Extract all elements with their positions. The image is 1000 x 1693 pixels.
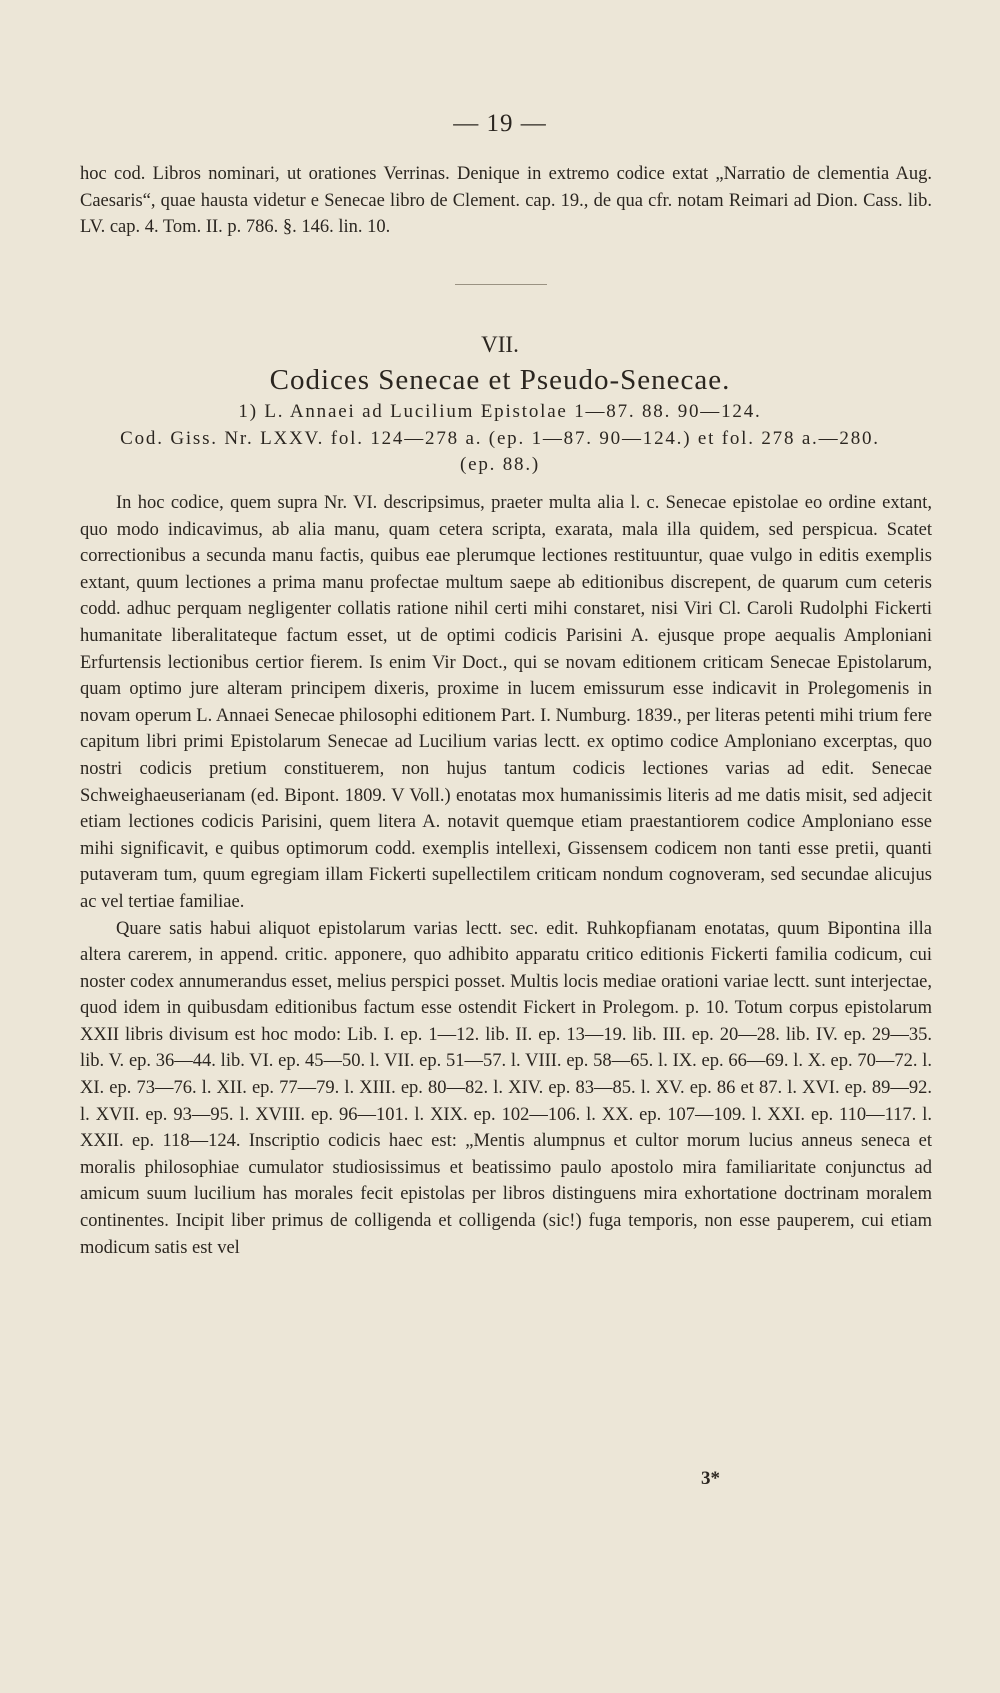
- body-text: [80, 490, 932, 1261]
- subtitle-line-2: Cod. Giss. Nr. LXXV. fol. 124—278 a. (ep. 1—87. 90—124.) et fol. 278 a.—280.: [120, 428, 880, 449]
- section-title: Codices Senecae et Pseudo-Senecae.: [269, 364, 731, 396]
- paragraph-1: In hoc codice, quem supra Nr. VI. descripsimus, praeter multa alia l. c. Senecae epistolae eo ordine extant, quo modo indicavimus, ab alia manu, quam cetera scripta, exarata, mala illa quidem, sed perspicua. Scatet correctionibus a secunda manu factis, quibus eae plerumque lectiones restituuntur, quae vulgo in editis exemplis extant, quum lectiones a prima manu profectae multum saepe ab editionibus discrepent, de quarum cum ceteris codd. adhuc perquam negligenter collatis ratione nihil certi mihi constaret, nisi Viri Cl. Caroli Rudolphi Fickerti humanitate liberalitateque factum esset, ut de optimi codicis Parisini A. ejusque prope aequalis Amploniani Erfurtensis lectionibus certior fierem. Is enim Vir Doct., qui se novam editionem criticam Senecae Epistolarum, quam optimo jure alteram principem dixeris, proxime in lucem emissurum esse indicavit in Prolegomenis in novam operum L. Annaei Senecae philosophi editionem Part. I. Numburg. 1839., per literas petenti mihi trium fere capitum libri primi Epistolarum Senecae ad Lucilium varias lectt. ex optimo codice Amploniano excerptas, quo nostri codicis pretium constituerem, non hujus tantum codicis lectiones varias ad edit. Senecae Schweighaeuserianam (ed. Bipont. 1809. V Voll.) enotatas mox humanissimis literis ad me datis misit, sed adjecit etiam lectiones codicis Parisini, quem litera A. notavit quemque etiam praestantiorem codice Amploniano esse mihi significavit, e quibus optimorum codd. exemplis intellexi, Gissensem codicem non tanti esse pretii, quanti putaveram tum, quum egregiam illam Fickerti supellectilem criticam nondum cognoveram, sed secundae alicujus ac vel tertiae familiae.: [80, 493, 932, 912]
- intro-text: hoc cod. Libros nominari, ut orationes Verrinas. Denique in extremo codice extat „Narratio de clementia Aug. Caesaris“, quae hausta videtur e Senecae libro de Clement. cap. 19., de qua cfr. notam Reimari ad Dion. Cass. lib. LV. cap. 4. Tom. II. p. 786. §. 146. lin. 10.: [80, 164, 932, 238]
- subtitle-line-1: 1) L. Annaei ad Lucilium Epistolae 1—87. 88. 90—124.: [238, 401, 762, 422]
- section-number: VII.: [481, 332, 519, 357]
- signature-mark: 3*: [701, 1468, 720, 1489]
- page-number: — 19 —: [453, 110, 547, 137]
- section-divider: [455, 284, 547, 285]
- subtitle-line-3: (ep. 88.): [459, 454, 541, 475]
- paragraph-2: Quare satis habui aliquot epistolarum varias lectt. sec. edit. Ruhkopfianam enotatas, quum Bipontina illa altera carerem, in append. critic. apponere, quo adhibito apparatu critico editionis Fickerti familia codicum, cui noster codex annumerandus esset, melius perspici posset. Multis locis mediae orationi variae lectt. sunt interjectae, quod idem in quibusdam editionibus factum esse ostendit Fickert in Prolegom. p. 10. Totum corpus epistolarum XXII libris divisum est hoc modo: Lib. I. ep. 1—12. lib. II. ep. 13—19. lib. III. ep. 20—28. lib. IV. ep. 29—35. lib. V. ep. 36—44. lib. VI. ep. 45—50. l. VII. ep. 51—57. l. VIII. ep. 58—65. l. IX. ep. 66—69. l. X. ep. 70—72. l. XI. ep. 73—76. l. XII. ep. 77—79. l. XIII. ep. 80—82. l. XIV. ep. 83—85. l. XV. ep. 86 et 87. l. XVI. ep. 89—92. l. XVII. ep. 93—95. l. XVIII. ep. 96—101. l. XIX. ep. 102—106. l. XX. ep. 107—109. l. XXI. ep. 110—117. l. XXII. ep. 118—124. Inscriptio codicis haec est: „Mentis alumpnus et cultor morum lucius anneus seneca et moralis philosophiae cumulator studiosissimus et beatissimo paulo apostolo mira familiaritate conjunctus ad amicum suum lucilium has morales fecit epistolas per libros distinguens mira exhortatione doctrinam moralem continentes. Incipit liber primus de colligenda et colligenda (sic!) fuga temporis, non esse pauperem, cui etiam modicum satis est vel: [80, 918, 932, 1258]
- intro-paragraph: [80, 161, 932, 241]
